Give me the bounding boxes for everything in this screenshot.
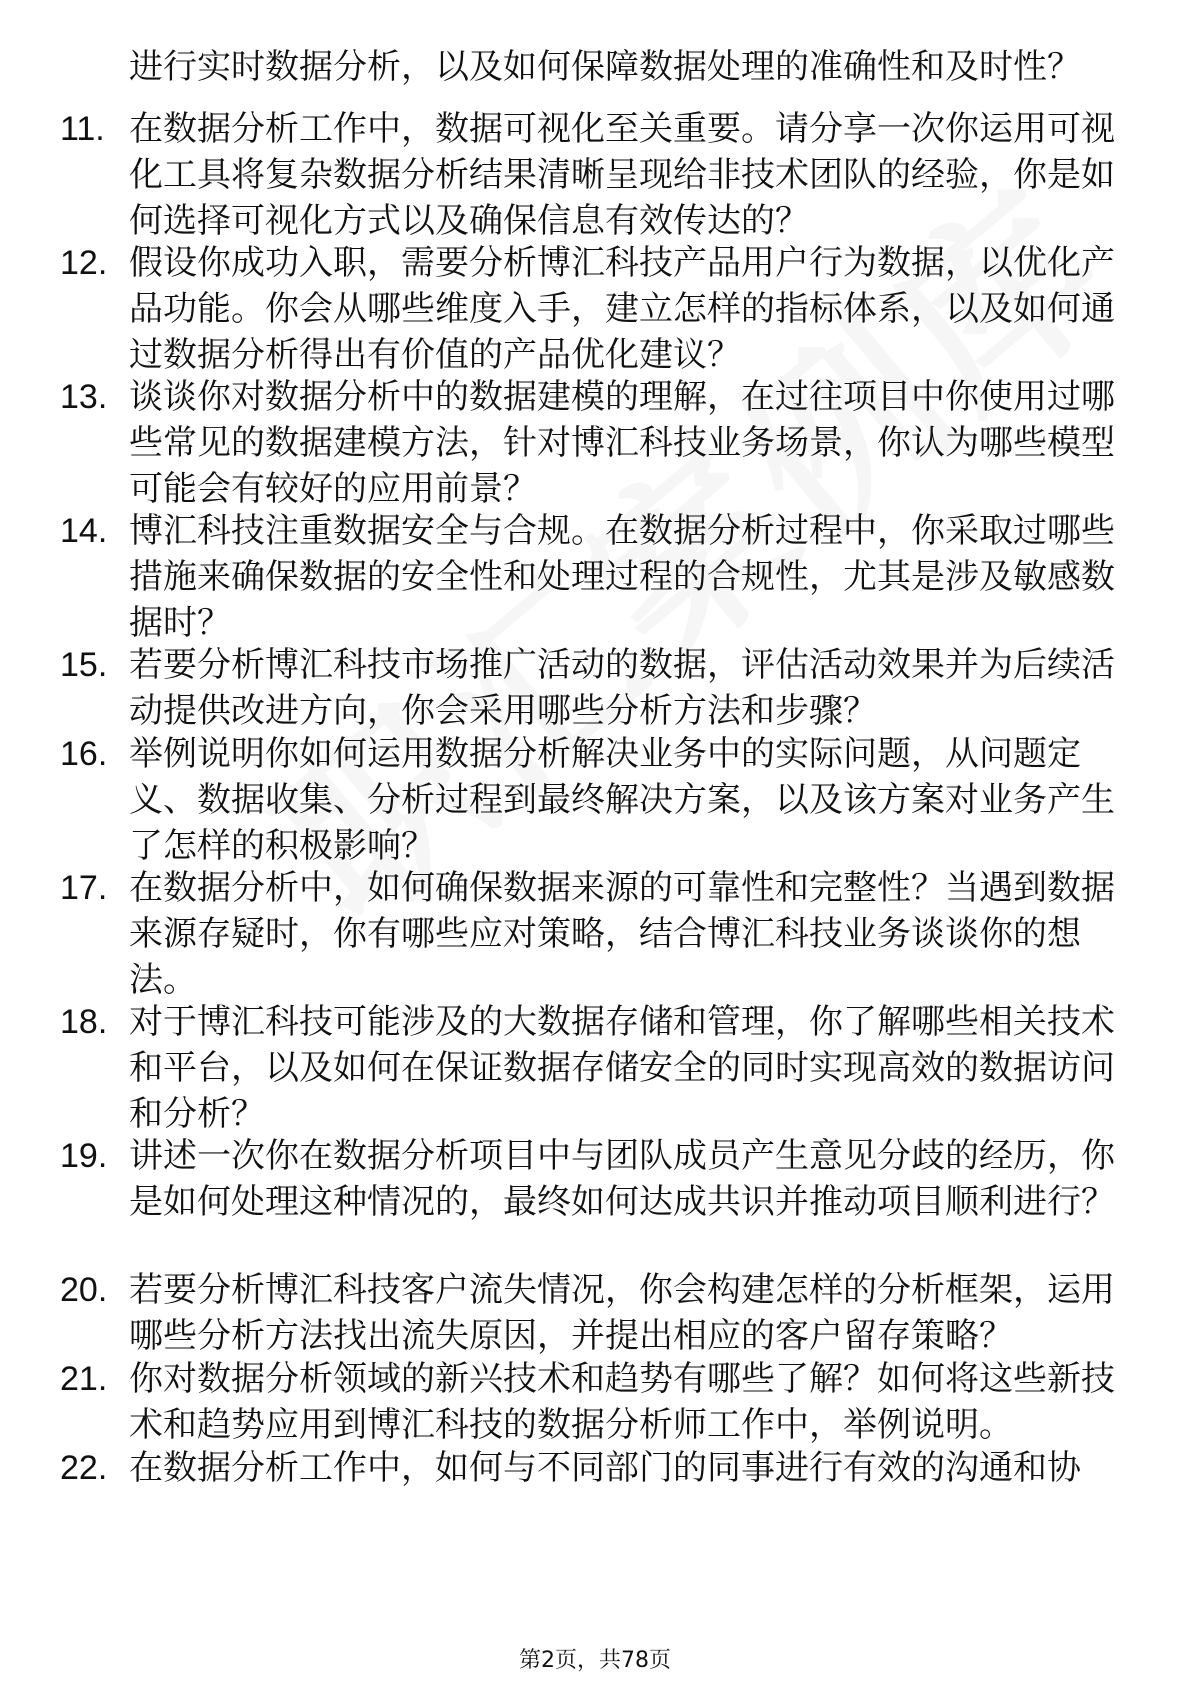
question-number: 21.: [60, 1360, 108, 1398]
question-number: 14.: [60, 512, 108, 550]
continuation-text: 进行实时数据分析，以及如何保障数据处理的准确性和及时性？: [129, 47, 1081, 87]
question-text: 若要分析博汇科技客户流失情况，你会构建怎样的分析框架，运用哪些分析方法找出流失原因，并提出相应的客户留存策略？: [129, 1270, 1115, 1356]
question-number: 22.: [60, 1449, 108, 1487]
question-text: 博汇科技注重数据安全与合规。在数据分析过程中，你采取过哪些措施来确保数据的安全性和处理过程的合规性，尤其是涉及敏感数据时？: [129, 511, 1115, 643]
question-text: 在数据分析中，如何确保数据来源的可靠性和完整性？当遇到数据来源存疑时，你有哪些应对策略，结合博汇科技业务谈谈你的想法。: [129, 868, 1115, 1000]
question-text: 假设你成功入职，需要分析博汇科技产品用户行为数据，以优化产品功能。你会从哪些维度入手，建立怎样的指标体系，以及如何通过数据分析得出有价值的产品优化建议？: [129, 243, 1115, 375]
question-number: 18.: [60, 1003, 108, 1041]
question-number: 13.: [60, 378, 108, 416]
question-text: 若要分析博汇科技市场推广活动的数据，评估活动效果并为后续活动提供改进方向，你会采用哪些分析方法和步骤？: [129, 645, 1115, 731]
question-number: 19.: [60, 1137, 108, 1175]
question-number: 15.: [60, 646, 108, 684]
question-text: 对于博汇科技可能涉及的大数据存储和管理，你了解哪些相关技术和平台，以及如何在保证数据存储安全的同时实现高效的数据访问和分析？: [129, 1002, 1115, 1134]
page-footer: 第2页，共78页: [519, 1648, 671, 1673]
question-number: 20.: [60, 1271, 108, 1309]
question-text: 举例说明你如何运用数据分析解决业务中的实际问题，从问题定义、数据收集、分析过程到最终解决方案，以及该方案对业务产生了怎样的积极影响？: [129, 734, 1115, 866]
question-text: 在数据分析工作中，数据可视化至关重要。请分享一次你运用可视化工具将复杂数据分析结果清晰呈现给非技术团队的经验，你是如何选择可视化方式以及确保信息有效传达的？: [129, 109, 1115, 241]
question-number: 12.: [60, 244, 108, 282]
question-text: 在数据分析工作中，如何与不同部门的同事进行有效的沟通和协: [129, 1448, 1081, 1488]
question-number: 16.: [60, 735, 108, 773]
question-text: 你对数据分析领域的新兴技术和趋势有哪些了解？如何将这些新技术和趋势应用到博汇科技的数据分析师工作中，举例说明。: [129, 1359, 1115, 1445]
question-text: 谈谈你对数据分析中的数据建模的理解，在过往项目中你使用过哪些常见的数据建模方法，针对博汇科技业务场景，你认为哪些模型可能会有较好的应用前景？: [129, 377, 1115, 509]
question-number: 11.: [60, 110, 105, 148]
question-text: 讲述一次你在数据分析项目中与团队成员产生意见分歧的经历，你是如何处理这种情况的，最终如何达成共识并推动项目顺利进行？: [129, 1136, 1115, 1222]
question-number: 17.: [60, 869, 108, 907]
